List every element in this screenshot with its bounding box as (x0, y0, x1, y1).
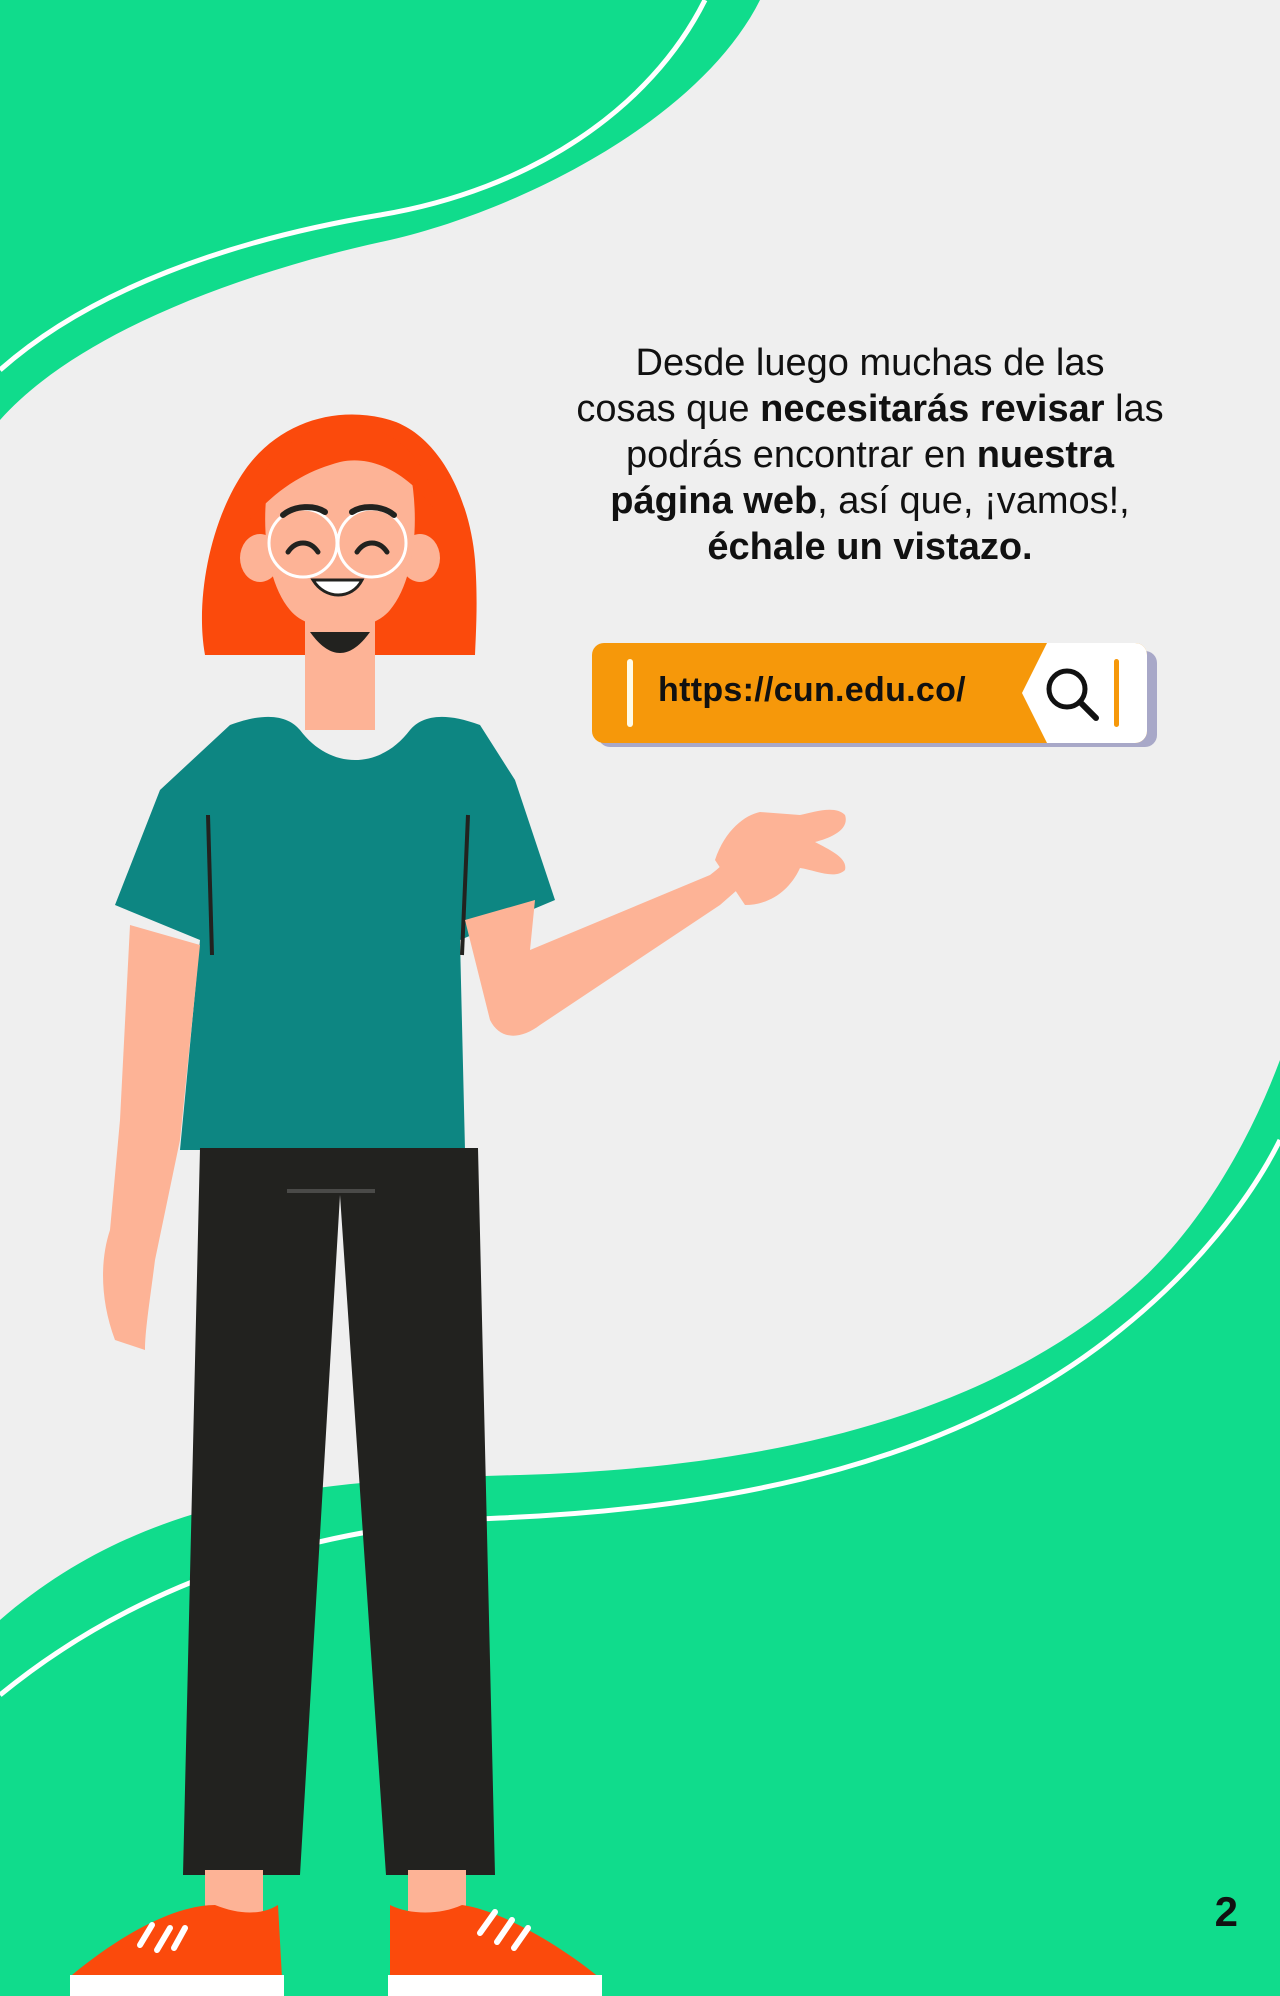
page-number: 2 (1214, 1888, 1238, 1935)
url-bar-field[interactable] (592, 643, 1147, 743)
message-line-3: podrás encontrar en nuestra (626, 434, 1114, 476)
message-line-2: cosas que necesitarás revisar las (576, 388, 1164, 430)
url-search-bar[interactable] (592, 643, 1157, 747)
url-text[interactable]: https://cun.edu.co/ (658, 671, 966, 709)
search-divider (1114, 659, 1119, 727)
search-icon[interactable] (1041, 663, 1103, 725)
search-button[interactable] (1022, 643, 1147, 743)
message-line-1: Desde luego muchas de las (635, 342, 1105, 384)
intro-message (520, 340, 1220, 570)
message-line-4: página web, así que, ¡vamos!, (610, 480, 1130, 522)
left-shoe-sole (70, 1975, 284, 1996)
text-cursor (627, 659, 633, 727)
message-line-5: échale un vistazo. (707, 526, 1033, 568)
right-shoe-sole (388, 1975, 602, 1996)
pants (183, 1148, 495, 1875)
